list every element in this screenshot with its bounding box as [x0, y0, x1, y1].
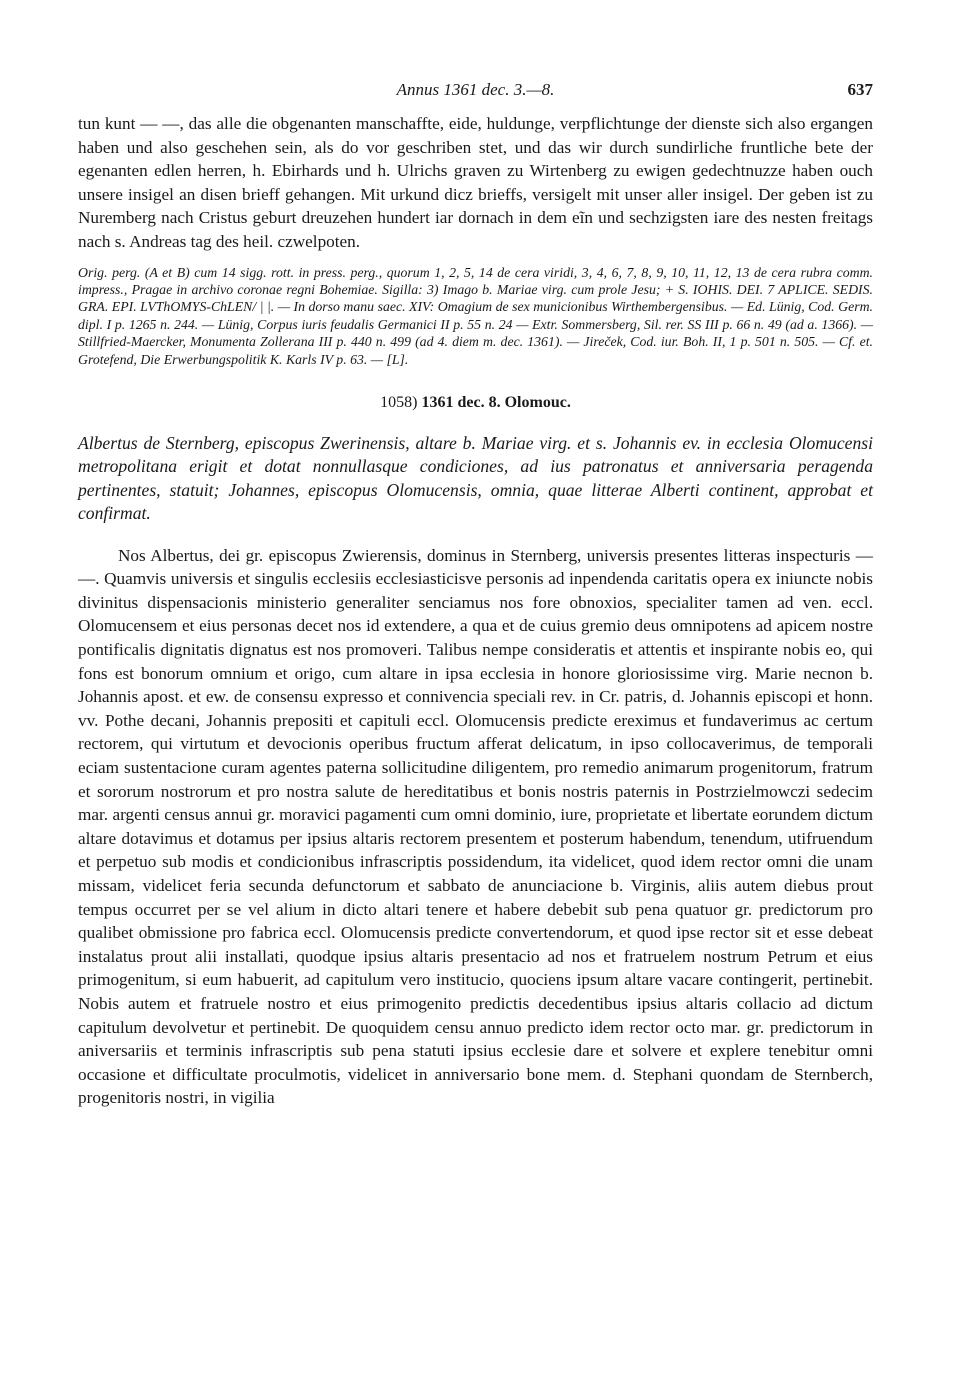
page-number: 637 — [847, 80, 873, 99]
document-heading — [78, 394, 873, 412]
running-title: Annus 1361 dec. 3.—8. — [396, 80, 555, 99]
previous-document-text: tun kunt — —, das alle die obgenanten manschaffte, eide, huldunge, verpflichtunge der dienste sich also ergangen haben und also geschehen sein, als do vor geschriben stet, und das wir durch sundirliche fruntliche bete der egenanten edlen herren, h. Ebirhards und h. Ulrichs graven zu Wirtenberg zu ewigen gedechtnuzze haben ouch unsere insigel an disen brieff gehangen. Mit urkund dicz brieffs, versigelt mit unser aller insigel. Der geben ist zu Nuremberg nach Cristus geburt dreuzehen hundert iar dornach in dem eĩn und sechzigsten iare des nesten freitags nach s. Andreas tag des heil. czwelpoten. — [78, 114, 873, 251]
page-header — [78, 80, 873, 108]
document-main-text: Nos Albertus, dei gr. episcopus Zwierensis, dominus in Sternberg, universis presentes litteras inspecturis — —. Quamvis universis et singulis ecclesiis ecclesiasticisve personis ad inpendenda caritatis opera ex iniuncte nobis divinitus dispensacionis ministerio generaliter senciamus nos fore obnoxios, specialiter tamen ad ven. eccl. Olomucensem et eius personas decet nos id extendere, a qua et de cuius gremio deus omnipotens ad apicem nostre pontificalis dignitatis dignatus est nos promoveri. Talibus nempe consideratis et attentis et inspirante nobis eo, qui fons est bonorum omnium et origo, cum altare in ipsa ecclesia in honore gloriosissime virg. Marie necnon b. Johannis apost. et ew. de consensu expresso et connivencia speciali rev. in Cr. patris, d. Johannis episcopi et honn. vv. Pothe decani, Johannis prepositi et capituli eccl. Olomucensis predicte ereximus et fundaverimus ac certum rectorem, qui virtutum et devocionis operibus fructum afferat delicatum, in ipso collocaverimus, de temporali eciam sustentacione curam agentes paterna sollicitudine diligentem, pro remedio animarum progenitorum, fratrum et sororum nostrorum et pro nostra salute de hereditatibus et bonis nostris paternis in Postrzielmowczi sedecim mar. argenti census annui gr. moravici pagamenti cum omni dominio, iure, proprietate et libertate eorundem dictum altare dotavimus et dotamus per ipsius altaris rectorem presentem et posterum habendum, tenendum, utifruendum et perpetuo sub modis et condicionibus infrascriptis possidendum, ita videlicet, quod idem rector omni die unam missam, videlicet feria secunda defunctorum et sabbato de anunciacione b. Virginis, aliis autem diebus prout tempus occurret per se vel alium in dicto altari tenere et habere debebit sub pena quatuor gr. predictorum pro qualibet obmissione pro fabrica eccl. Olomucensis predicte convertendorum, et quod ipse rector sit et esse debeat instalatus prout alii installati, quodque ipsius altaris presentacio ad nos et fratruelem nostrum Petrum et eius primogenitum, si eum habuerit, ad capitulum vero institucio, quociens ipsum altare vacare contingerit, pertinebit. Nobis autem et fratruele nostro et eius primogenito predictis decedentibus ipsius altaris collacio ad dictum capitulum devolvetur et pertinebit. De quoquidem censu annuo predicto idem rector octo mar. gr. predictorum in aniversariis et terminis infrascriptis sub pena statuti ipsius ecclesie dare et solvere et explere tenebitur omni occasione et difficultate proculmotis, videlicet in anniversario bone mem. d. Stephani quondam de Sternberch, progenitoris nostri, in vigilia — [78, 545, 873, 1108]
page — [78, 80, 873, 1127]
document-number: 1058) — [380, 394, 418, 411]
previous-document-notes: Orig. perg. (A et B) cum 14 sigg. rott. in press. perg., quorum 1, 2, 5, 14 de cera viridi, 3, 4, 6, 7, 8, 9, 10, 11, 12, 13 de cera rubra comm. impress., Pragae in archivo coronae regni Bohemiae. Sigilla: 3) Imago b. Mariae virg. cum prole Jesu; + S. IOHIS. DEI. 7 APLICE. SEDIS. GRA. EPI. LVThOMYS-ChLEN/ | |. — In dorso manu saec. XIV: Omagium de sex municionibus Wirthembergensibus. — Ed. Lünig, Cod. Germ. dipl. I p. 1265 n. 244. — Lünig, Corpus iuris feudalis Germanici II p. 55 n. 24 — Extr. Sommersberg, Sil. rer. SS III p. 66 n. 49 (ad a. 1366). — Stillfried-Maercker, Monumenta Zollerana III p. 440 n. 499 (ad 4. diem m. dec. 1361). — Jireček, Cod. iur. Boh. II, 1 p. 501 n. 505. — Cf. et. Grotefend, Die Erwerbungspolitik K. Karls IV p. 63. — [L]. — [78, 264, 873, 367]
document-date: 1361 dec. 8. Olomouc. — [421, 394, 571, 411]
document-regest: Albertus de Sternberg, episcopus Zwerinensis, altare b. Mariae virg. et s. Johannis ev. in ecclesia Olomucensi metropolitana erigit et dotat nonnullasque condiciones, ad ius patronatus et anniversaria peragenda pertinentes, statuit; Johannes, episcopus Olomucensis, omnia, quae litterae Alberti continent, approbat et confirmat. — [78, 433, 873, 524]
